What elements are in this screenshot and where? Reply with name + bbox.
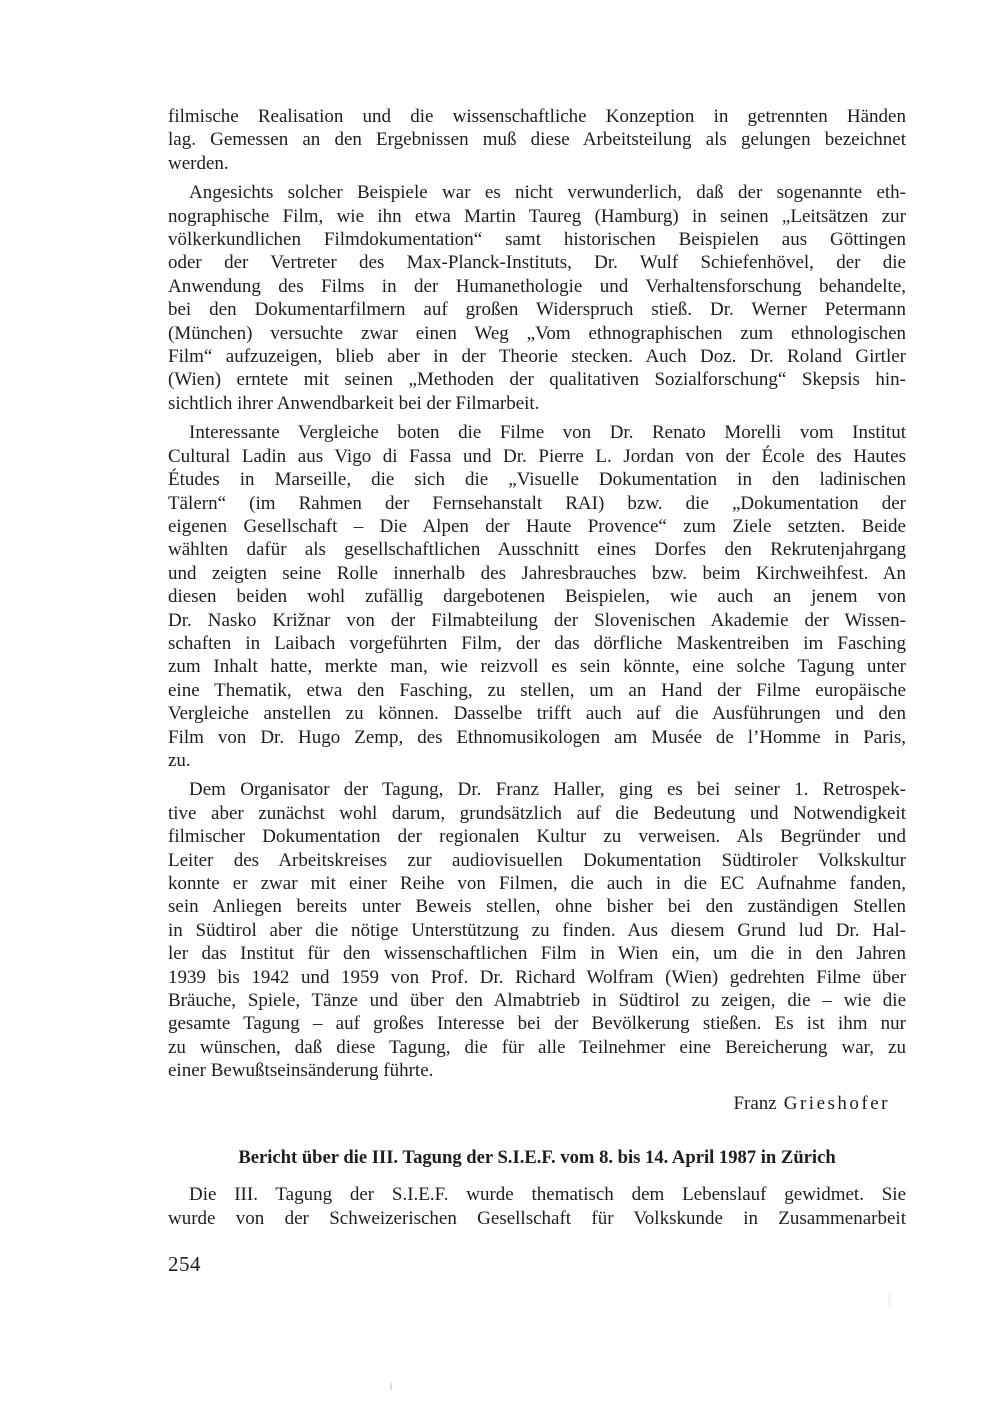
text-line: Dr. Nasko Križnar von der Filmabteilung der Slovenischen Akademie der Wissen- (168, 609, 906, 631)
text-line: sichtlich ihrer Anwendbarkeit bei der Filmarbeit. (168, 392, 540, 414)
paragraph-2 (168, 181, 906, 415)
paragraph-3 (168, 421, 906, 772)
text-line: lag. Gemessen an den Ergebnissen muß diese Arbeitsteilung als gelungen bezeichnet (168, 129, 906, 151)
text-line: wurde von der Schweizerischen Gesellschaft für Volkskunde in Zusammenarbeit (168, 1207, 906, 1229)
text-line: tive aber zunächst wohl darum, grundsätzlich auf die Bedeutung und Notwendigkeit (168, 802, 906, 824)
text-line: Anwendung des Films in der Humanethologie und Verhaltensforschung behandelte, (168, 275, 906, 297)
author-signature (168, 1092, 906, 1115)
text-line: schaften in Laibach vorgeführten Film, der das dörfliche Maskentreiben im Fasching (168, 632, 906, 654)
text-line: wählten dafür als gesellschaftlichen Ausschnitt eines Dorfes den Rekrutenjahrgang (168, 539, 906, 561)
text-line: (München) versuchte zwar einen Weg „Vom ethnographischen zum ethnologischen (168, 322, 906, 344)
text-line: ler das Institut für den wissenschaftlichen Film in Wien ein, um die in den Jahren (168, 943, 906, 965)
section-heading: Bericht über die III. Tagung der S.I.E.F. vom 8. bis 14. April 1987 in Zürich (238, 1147, 836, 1169)
text-line: filmischer Dokumentation der regionalen Kultur zu verweisen. Als Begründer und (168, 826, 906, 848)
text-line: in Südtirol aber die nötige Unterstützung zu finden. Aus diesem Grund lud Dr. Hal- (168, 919, 906, 941)
paragraph-4 (168, 778, 906, 1082)
text-line: völkerkundlichen Filmdokumentation“ samt historischen Beispielen aus Göttingen (168, 229, 906, 251)
text-block (168, 105, 906, 1230)
text-line: Die III. Tagung der S.I.E.F. wurde thematisch dem Lebenslauf gewidmet. Sie (189, 1184, 906, 1206)
text-line: Film“ aufzuzeigen, blieb aber in der Theorie stecken. Auch Doz. Dr. Roland Girtler (168, 346, 906, 368)
text-line: Dem Organisator der Tagung, Dr. Franz Haller, ging es bei seiner 1. Retrospek- (189, 779, 906, 801)
text-line: (Wien) erntete mit seinen „Methoden der qualitativen Sozialforschung“ Skepsis hin- (168, 369, 906, 391)
text-line: nographische Film, wie ihn etwa Martin Taureg (Hamburg) in seinen „Leitsätzen zur (168, 205, 906, 227)
author-last-name: Grieshofer (783, 1092, 890, 1114)
text-line: Leiter des Arbeitskreises zur audiovisuellen Dokumentation Südtiroler Volkskultur (168, 849, 906, 871)
text-line: Angesichts solcher Beispiele war es nicht verwunderlich, daß der sogenannte eth- (189, 182, 906, 204)
text-line: bei den Dokumentarfilmern auf großen Widerspruch stieß. Dr. Werner Petermann (168, 299, 906, 321)
text-line: werden. (168, 152, 229, 174)
text-line: Études in Marseille, die sich die „Visuelle Dokumentation in den ladinischen (168, 469, 906, 491)
text-line: gesamte Tagung – auf großes Interesse bei der Bevölkerung stießen. Es ist ihm nur (168, 1013, 906, 1035)
text-line: eine Thematik, etwa den Fasching, zu stellen, um an Hand der Filme europäische (168, 679, 906, 701)
paragraph-5 (168, 1183, 906, 1230)
text-line: sein Anliegen bereits unter Beweis stellen, ohne bisher bei den zuständigen Stellen (168, 896, 906, 918)
text-line: eigenen Gesellschaft – Die Alpen der Haute Provence“ zum Ziele setzten. Beide (168, 515, 906, 537)
text-line: zum Inhalt hatte, merkte man, wie reizvoll es sein könnte, eine solche Tagung unter (168, 656, 906, 678)
text-line: Film von Dr. Hugo Zemp, des Ethnomusikologen am Musée de l’Homme in Paris, (168, 726, 906, 748)
text-line: zu. (168, 749, 191, 771)
text-line: zu wünschen, daß diese Tagung, die für alle Teilnehmer eine Bereicherung war, zu (168, 1036, 906, 1058)
text-line: Vergleiche anstellen zu können. Dasselbe trifft auch auf die Ausführungen und den (168, 703, 906, 725)
scan-artifact (888, 1294, 891, 1306)
text-line: konnte er zwar mit einer Reihe von Filmen, die auch in die EC Aufnahme fanden, (168, 873, 906, 894)
text-line: filmische Realisation und die wissenschaftliche Konzeption in getrennten Händen (168, 106, 906, 127)
text-line: einer Bewußtseinsänderung führte. (168, 1060, 434, 1082)
text-line: Tälern“ (im Rahmen der Fernsehanstalt RAI) bzw. die „Dokumentation der (168, 492, 906, 514)
scan-artifact (390, 1383, 392, 1390)
author-first-name: Franz (733, 1092, 777, 1114)
text-line: und zeigten seine Rolle innerhalb des Jahresbrauches bzw. beim Kirchweihfest. An (168, 562, 906, 584)
text-line: Cultural Ladin aus Vigo di Fassa und Dr. Pierre L. Jordan von der École des Hautes (168, 445, 906, 467)
paragraph-1 (168, 105, 906, 175)
page-number: 254 (168, 1252, 201, 1276)
text-line: oder der Vertreter des Max-Planck-Instituts, Dr. Wulf Schiefenhövel, der die (168, 252, 906, 274)
text-line: Interessante Vergleiche boten die Filme von Dr. Renato Morelli vom Institut (189, 422, 906, 444)
text-line: Bräuche, Spiele, Tänze und über den Almabtrieb in Südtirol zu zeigen, die – wie die (168, 990, 906, 1012)
text-line: 1939 bis 1942 und 1959 von Prof. Dr. Richard Wolfram (Wien) gedrehten Filme über (168, 966, 906, 988)
text-line: diesen beiden wohl zufällig dargebotenen Beispielen, wie auch an jenem von (168, 586, 906, 608)
